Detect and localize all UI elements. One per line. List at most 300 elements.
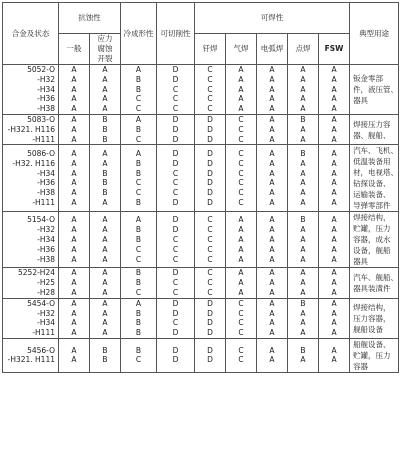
- rating-value: C: [172, 84, 179, 94]
- rating-value: A: [269, 308, 275, 318]
- rating-value: A: [135, 298, 142, 308]
- rating-value: A: [102, 278, 108, 288]
- rating-value: B: [135, 328, 142, 338]
- rating-value: D: [207, 114, 213, 124]
- rating-value: A: [238, 225, 244, 235]
- rating-value: A: [300, 104, 306, 114]
- application-line: 器具: [353, 95, 369, 105]
- rating-value: B: [300, 215, 306, 225]
- rating-value: A: [238, 268, 244, 278]
- cell-corrosion-scc: [90, 145, 121, 212]
- rating-value: A: [102, 244, 108, 254]
- rating-value: A: [331, 65, 337, 74]
- rating-value: A: [269, 158, 275, 168]
- rating-value: A: [71, 158, 77, 168]
- rating-value: A: [331, 345, 337, 355]
- application-line: 舰船设备: [353, 324, 384, 334]
- rating-value: A: [269, 215, 275, 225]
- rating-value: C: [135, 254, 142, 264]
- cell-weld-arc: [257, 114, 288, 144]
- header-weld-gas: 气焊: [226, 34, 257, 65]
- rating-value: A: [331, 124, 337, 134]
- alloy-temper-label: -H36: [37, 94, 55, 104]
- cell-cold-forming: [121, 298, 157, 338]
- rating-value: A: [102, 318, 108, 328]
- rating-value: A: [71, 268, 77, 278]
- alloy-temper-label: -H321. H116: [7, 124, 55, 134]
- rating-value: C: [238, 178, 244, 188]
- cell-alloy-temper: [3, 114, 59, 144]
- rating-value: C: [172, 104, 179, 114]
- alloy-temper-label: -H34: [37, 84, 55, 94]
- rating-value: C: [238, 134, 244, 144]
- application-line: 钣金零部: [353, 73, 384, 83]
- rating-value: A: [102, 225, 108, 235]
- application-line: 器具: [353, 257, 369, 267]
- header-corrosion: 抗蚀性: [59, 3, 121, 34]
- cell-alloy-temper: [3, 298, 59, 338]
- rating-value: B: [135, 84, 142, 94]
- cell-weld-gas: [226, 268, 257, 298]
- rating-value: C: [172, 234, 179, 244]
- alloy-temper-label: -H38: [37, 188, 55, 198]
- table-row: [3, 65, 399, 115]
- cell-cold-forming: [121, 114, 157, 144]
- rating-value: A: [71, 84, 77, 94]
- rating-value: B: [300, 298, 306, 308]
- cell-machinability: [157, 145, 195, 212]
- rating-value: A: [135, 114, 142, 124]
- table-row: [3, 145, 399, 212]
- cell-alloy-temper: [3, 212, 59, 268]
- rating-value: A: [269, 134, 275, 144]
- rating-value: C: [172, 318, 179, 328]
- rating-value: A: [102, 328, 108, 338]
- rating-value: A: [71, 318, 77, 328]
- header-alloy: 合金及状态: [3, 3, 59, 65]
- rating-value: A: [71, 278, 77, 288]
- alloy-temper-label: -H321. H111: [7, 355, 55, 365]
- rating-value: A: [71, 65, 77, 74]
- rating-value: C: [135, 287, 142, 297]
- rating-value: C: [238, 148, 244, 158]
- rating-value: A: [102, 104, 108, 114]
- cell-weld-gas: [226, 65, 257, 115]
- rating-value: C: [238, 197, 244, 207]
- rating-value: A: [331, 148, 337, 158]
- rating-value: D: [172, 225, 179, 235]
- rating-value: A: [135, 65, 142, 74]
- rating-value: A: [71, 148, 77, 158]
- cell-weld-arc: [257, 212, 288, 268]
- rating-value: A: [331, 197, 337, 207]
- table-row: [3, 212, 399, 268]
- table-row: [3, 268, 399, 298]
- cell-machinability: [157, 338, 195, 372]
- cell-weld-fsw: [319, 114, 350, 144]
- alloy-temper-label: -H36: [37, 244, 55, 254]
- rating-value: C: [238, 318, 244, 328]
- alloy-temper-label: -H32: [37, 225, 55, 235]
- alloy-temper-label: -H32. H116: [12, 158, 55, 168]
- rating-value: B: [102, 355, 108, 365]
- rating-value: A: [238, 278, 244, 288]
- alloy-temper-label: -H25: [37, 278, 55, 288]
- rating-value: A: [331, 328, 337, 338]
- cell-weld-brazing: [195, 212, 226, 268]
- alloy-temper-label: -H34: [37, 168, 55, 178]
- rating-value: A: [71, 328, 77, 338]
- rating-value: A: [269, 355, 275, 365]
- rating-value: A: [269, 178, 275, 188]
- header-weld-brazing: 钎焊: [195, 34, 226, 65]
- rating-value: A: [331, 287, 337, 297]
- rating-value: C: [172, 287, 179, 297]
- rating-value: C: [172, 254, 179, 264]
- cell-weld-fsw: [319, 65, 350, 115]
- cell-applications: [350, 212, 399, 268]
- rating-value: C: [135, 94, 142, 104]
- rating-value: B: [135, 308, 142, 318]
- rating-value: A: [300, 134, 306, 144]
- rating-value: A: [300, 158, 306, 168]
- cell-corrosion-general: [59, 114, 90, 144]
- rating-value: B: [135, 74, 142, 84]
- rating-value: A: [71, 355, 77, 365]
- rating-value: D: [172, 134, 179, 144]
- application-line: 运输装备、: [353, 190, 391, 200]
- rating-value: A: [71, 197, 77, 207]
- table-row: [3, 298, 399, 338]
- header-scc-line: 应力: [97, 34, 113, 44]
- rating-value: A: [300, 178, 306, 188]
- rating-value: C: [207, 234, 213, 244]
- rating-value: D: [207, 178, 213, 188]
- rating-value: A: [331, 188, 337, 198]
- rating-value: A: [331, 308, 337, 318]
- application-line: 导弹零部件: [353, 201, 391, 211]
- cell-weld-gas: [226, 298, 257, 338]
- rating-value: A: [102, 84, 108, 94]
- rating-value: A: [102, 65, 108, 74]
- cell-cold-forming: [121, 268, 157, 298]
- rating-value: C: [238, 158, 244, 168]
- rating-value: A: [71, 244, 77, 254]
- rating-value: A: [269, 114, 275, 124]
- cell-corrosion-general: [59, 65, 90, 115]
- header-corrosion-scc: [90, 34, 121, 65]
- rating-value: A: [300, 355, 306, 365]
- rating-value: A: [300, 268, 306, 278]
- rating-value: D: [172, 355, 179, 365]
- cell-weld-gas: [226, 212, 257, 268]
- header-weldability: 可焊性: [195, 3, 350, 34]
- rating-value: D: [207, 134, 213, 144]
- application-line: 件，液压管、: [353, 84, 399, 94]
- rating-value: D: [172, 328, 179, 338]
- rating-value: D: [207, 124, 213, 134]
- rating-value: D: [207, 355, 213, 365]
- rating-value: A: [71, 104, 77, 114]
- rating-value: A: [300, 225, 306, 235]
- rating-value: D: [172, 74, 179, 84]
- rating-value: B: [102, 114, 108, 124]
- rating-value: A: [102, 234, 108, 244]
- cell-weld-brazing: [195, 298, 226, 338]
- header-scc-line: 腐蚀: [97, 44, 113, 54]
- cell-corrosion-general: [59, 212, 90, 268]
- rating-value: C: [172, 244, 179, 254]
- application-line: 器具装潢件: [353, 284, 391, 294]
- rating-value: A: [71, 254, 77, 264]
- cell-weld-fsw: [319, 298, 350, 338]
- rating-value: D: [207, 197, 213, 207]
- rating-value: A: [135, 148, 142, 158]
- cell-machinability: [157, 298, 195, 338]
- rating-value: A: [269, 168, 275, 178]
- rating-value: A: [71, 134, 77, 144]
- rating-value: A: [269, 84, 275, 94]
- rating-value: D: [207, 148, 213, 158]
- header-corrosion-general: 一般: [59, 34, 90, 65]
- rating-value: A: [238, 74, 244, 84]
- rating-value: C: [238, 188, 244, 198]
- rating-value: C: [207, 244, 213, 254]
- rating-value: A: [269, 345, 275, 355]
- rating-value: A: [71, 298, 77, 308]
- cell-corrosion-scc: [90, 114, 121, 144]
- rating-value: A: [238, 104, 244, 114]
- application-line: 设备，舰船: [353, 246, 391, 256]
- rating-value: A: [102, 158, 108, 168]
- cell-machinability: [157, 114, 195, 144]
- rating-value: A: [135, 215, 142, 225]
- rating-value: D: [207, 345, 213, 355]
- rating-value: B: [102, 134, 108, 144]
- rating-value: A: [238, 244, 244, 254]
- rating-value: C: [207, 74, 213, 84]
- rating-value: A: [269, 124, 275, 134]
- rating-value: A: [331, 134, 337, 144]
- rating-value: C: [135, 134, 142, 144]
- application-line: 汽车、飞机、: [353, 146, 399, 156]
- rating-value: A: [269, 287, 275, 297]
- rating-value: A: [331, 318, 337, 328]
- rating-value: A: [102, 254, 108, 264]
- rating-value: C: [238, 308, 244, 318]
- rating-value: A: [331, 268, 337, 278]
- application-line: 低温装备用: [353, 157, 391, 167]
- rating-value: D: [172, 124, 179, 134]
- rating-value: A: [71, 308, 77, 318]
- rating-value: A: [300, 254, 306, 264]
- cell-machinability: [157, 212, 195, 268]
- rating-value: A: [269, 298, 275, 308]
- cell-corrosion-general: [59, 145, 90, 212]
- rating-value: A: [300, 188, 306, 198]
- rating-value: D: [172, 308, 179, 318]
- rating-value: C: [135, 244, 142, 254]
- application-line: 容器: [353, 361, 369, 371]
- rating-value: C: [238, 345, 244, 355]
- cell-corrosion-scc: [90, 212, 121, 268]
- rating-value: A: [71, 234, 77, 244]
- header-scc-line: 开裂: [97, 53, 113, 63]
- cell-weld-fsw: [319, 145, 350, 212]
- rating-value: A: [71, 124, 77, 134]
- rating-value: A: [238, 287, 244, 297]
- cell-weld-brazing: [195, 65, 226, 115]
- rating-value: D: [207, 328, 213, 338]
- rating-value: A: [331, 278, 337, 288]
- rating-value: A: [269, 234, 275, 244]
- rating-value: B: [135, 197, 142, 207]
- rating-value: A: [300, 74, 306, 84]
- cell-weld-brazing: [195, 338, 226, 372]
- cell-corrosion-general: [59, 298, 90, 338]
- alloy-temper-label: -H34: [37, 318, 55, 328]
- rating-value: A: [300, 318, 306, 328]
- rating-value: D: [172, 268, 179, 278]
- rating-value: A: [71, 225, 77, 235]
- rating-value: C: [207, 278, 213, 288]
- rating-value: B: [102, 188, 108, 198]
- rating-value: A: [102, 215, 108, 225]
- cell-weld-spot: [288, 268, 319, 298]
- rating-value: A: [71, 94, 77, 104]
- rating-value: A: [269, 94, 275, 104]
- rating-value: D: [172, 345, 179, 355]
- rating-value: D: [172, 197, 179, 207]
- cell-weld-gas: [226, 338, 257, 372]
- cell-alloy-temper: [3, 268, 59, 298]
- alloy-temper-label: 5252-H24: [18, 268, 55, 278]
- alloy-temper-label: -H111: [32, 328, 55, 338]
- rating-value: A: [331, 244, 337, 254]
- cell-weld-arc: [257, 65, 288, 115]
- rating-value: A: [102, 298, 108, 308]
- rating-value: C: [172, 188, 179, 198]
- rating-value: C: [172, 94, 179, 104]
- rating-value: B: [135, 278, 142, 288]
- rating-value: C: [207, 104, 213, 114]
- rating-value: B: [102, 345, 108, 355]
- rating-value: A: [300, 287, 306, 297]
- rating-value: A: [238, 65, 244, 74]
- alloy-properties-table: [2, 2, 399, 373]
- rating-value: C: [207, 268, 213, 278]
- alloy-temper-label: -H32: [37, 74, 55, 84]
- rating-value: B: [135, 268, 142, 278]
- rating-value: A: [331, 94, 337, 104]
- cell-weld-spot: [288, 298, 319, 338]
- alloy-temper-label: -H111: [32, 134, 55, 144]
- rating-value: A: [331, 74, 337, 84]
- rating-value: C: [238, 328, 244, 338]
- rating-value: A: [269, 244, 275, 254]
- rating-value: A: [238, 215, 244, 225]
- cell-weld-gas: [226, 145, 257, 212]
- cell-corrosion-scc: [90, 298, 121, 338]
- application-line: 容器，成水: [353, 235, 391, 245]
- rating-value: A: [71, 114, 77, 124]
- application-line: 贮罐，压力: [353, 350, 391, 360]
- cell-corrosion-scc: [90, 338, 121, 372]
- rating-value: A: [269, 225, 275, 235]
- rating-value: A: [269, 318, 275, 328]
- rating-value: C: [207, 287, 213, 297]
- rating-value: C: [135, 355, 142, 365]
- rating-value: A: [331, 104, 337, 114]
- cell-weld-fsw: [319, 268, 350, 298]
- cell-corrosion-scc: [90, 268, 121, 298]
- rating-value: B: [300, 148, 306, 158]
- cell-weld-gas: [226, 114, 257, 144]
- rating-value: C: [207, 225, 213, 235]
- rating-value: A: [331, 158, 337, 168]
- alloy-temper-label: 5454-O: [27, 298, 55, 308]
- application-line: 钻探设备、: [353, 179, 391, 189]
- rating-value: C: [207, 84, 213, 94]
- cell-corrosion-scc: [90, 65, 121, 115]
- cell-weld-spot: [288, 114, 319, 144]
- cell-weld-brazing: [195, 145, 226, 212]
- rating-value: A: [300, 197, 306, 207]
- rating-value: A: [102, 148, 108, 158]
- cell-cold-forming: [121, 145, 157, 212]
- rating-value: A: [331, 84, 337, 94]
- cell-applications: [350, 145, 399, 212]
- rating-value: A: [238, 254, 244, 264]
- cell-cold-forming: [121, 65, 157, 115]
- rating-value: D: [172, 298, 179, 308]
- application-line: 压力容器，: [353, 313, 391, 323]
- cell-machinability: [157, 65, 195, 115]
- cell-weld-arc: [257, 268, 288, 298]
- cell-weld-spot: [288, 212, 319, 268]
- rating-value: A: [300, 244, 306, 254]
- header-weld-arc: 电弧焊: [257, 34, 288, 65]
- rating-value: A: [331, 215, 337, 225]
- cell-applications: [350, 298, 399, 338]
- rating-value: A: [269, 254, 275, 264]
- rating-value: C: [238, 355, 244, 365]
- rating-value: A: [71, 168, 77, 178]
- rating-value: D: [172, 158, 179, 168]
- rating-value: A: [269, 74, 275, 84]
- rating-value: A: [269, 65, 275, 74]
- cell-weld-arc: [257, 298, 288, 338]
- rating-value: B: [135, 225, 142, 235]
- cell-weld-fsw: [319, 212, 350, 268]
- rating-value: C: [172, 168, 179, 178]
- rating-value: A: [71, 345, 77, 355]
- alloy-temper-label: -H38: [37, 254, 55, 264]
- rating-value: D: [207, 308, 213, 318]
- rating-value: C: [135, 178, 142, 188]
- rating-value: A: [102, 268, 108, 278]
- rating-value: A: [300, 234, 306, 244]
- alloy-temper-label: 5083-O: [27, 114, 55, 124]
- rating-value: C: [172, 178, 179, 188]
- rating-value: A: [102, 287, 108, 297]
- table-row: [3, 114, 399, 144]
- rating-value: D: [207, 168, 213, 178]
- cell-weld-spot: [288, 338, 319, 372]
- alloy-temper-label: -H28: [37, 287, 55, 297]
- rating-value: A: [331, 234, 337, 244]
- rating-value: B: [135, 318, 142, 328]
